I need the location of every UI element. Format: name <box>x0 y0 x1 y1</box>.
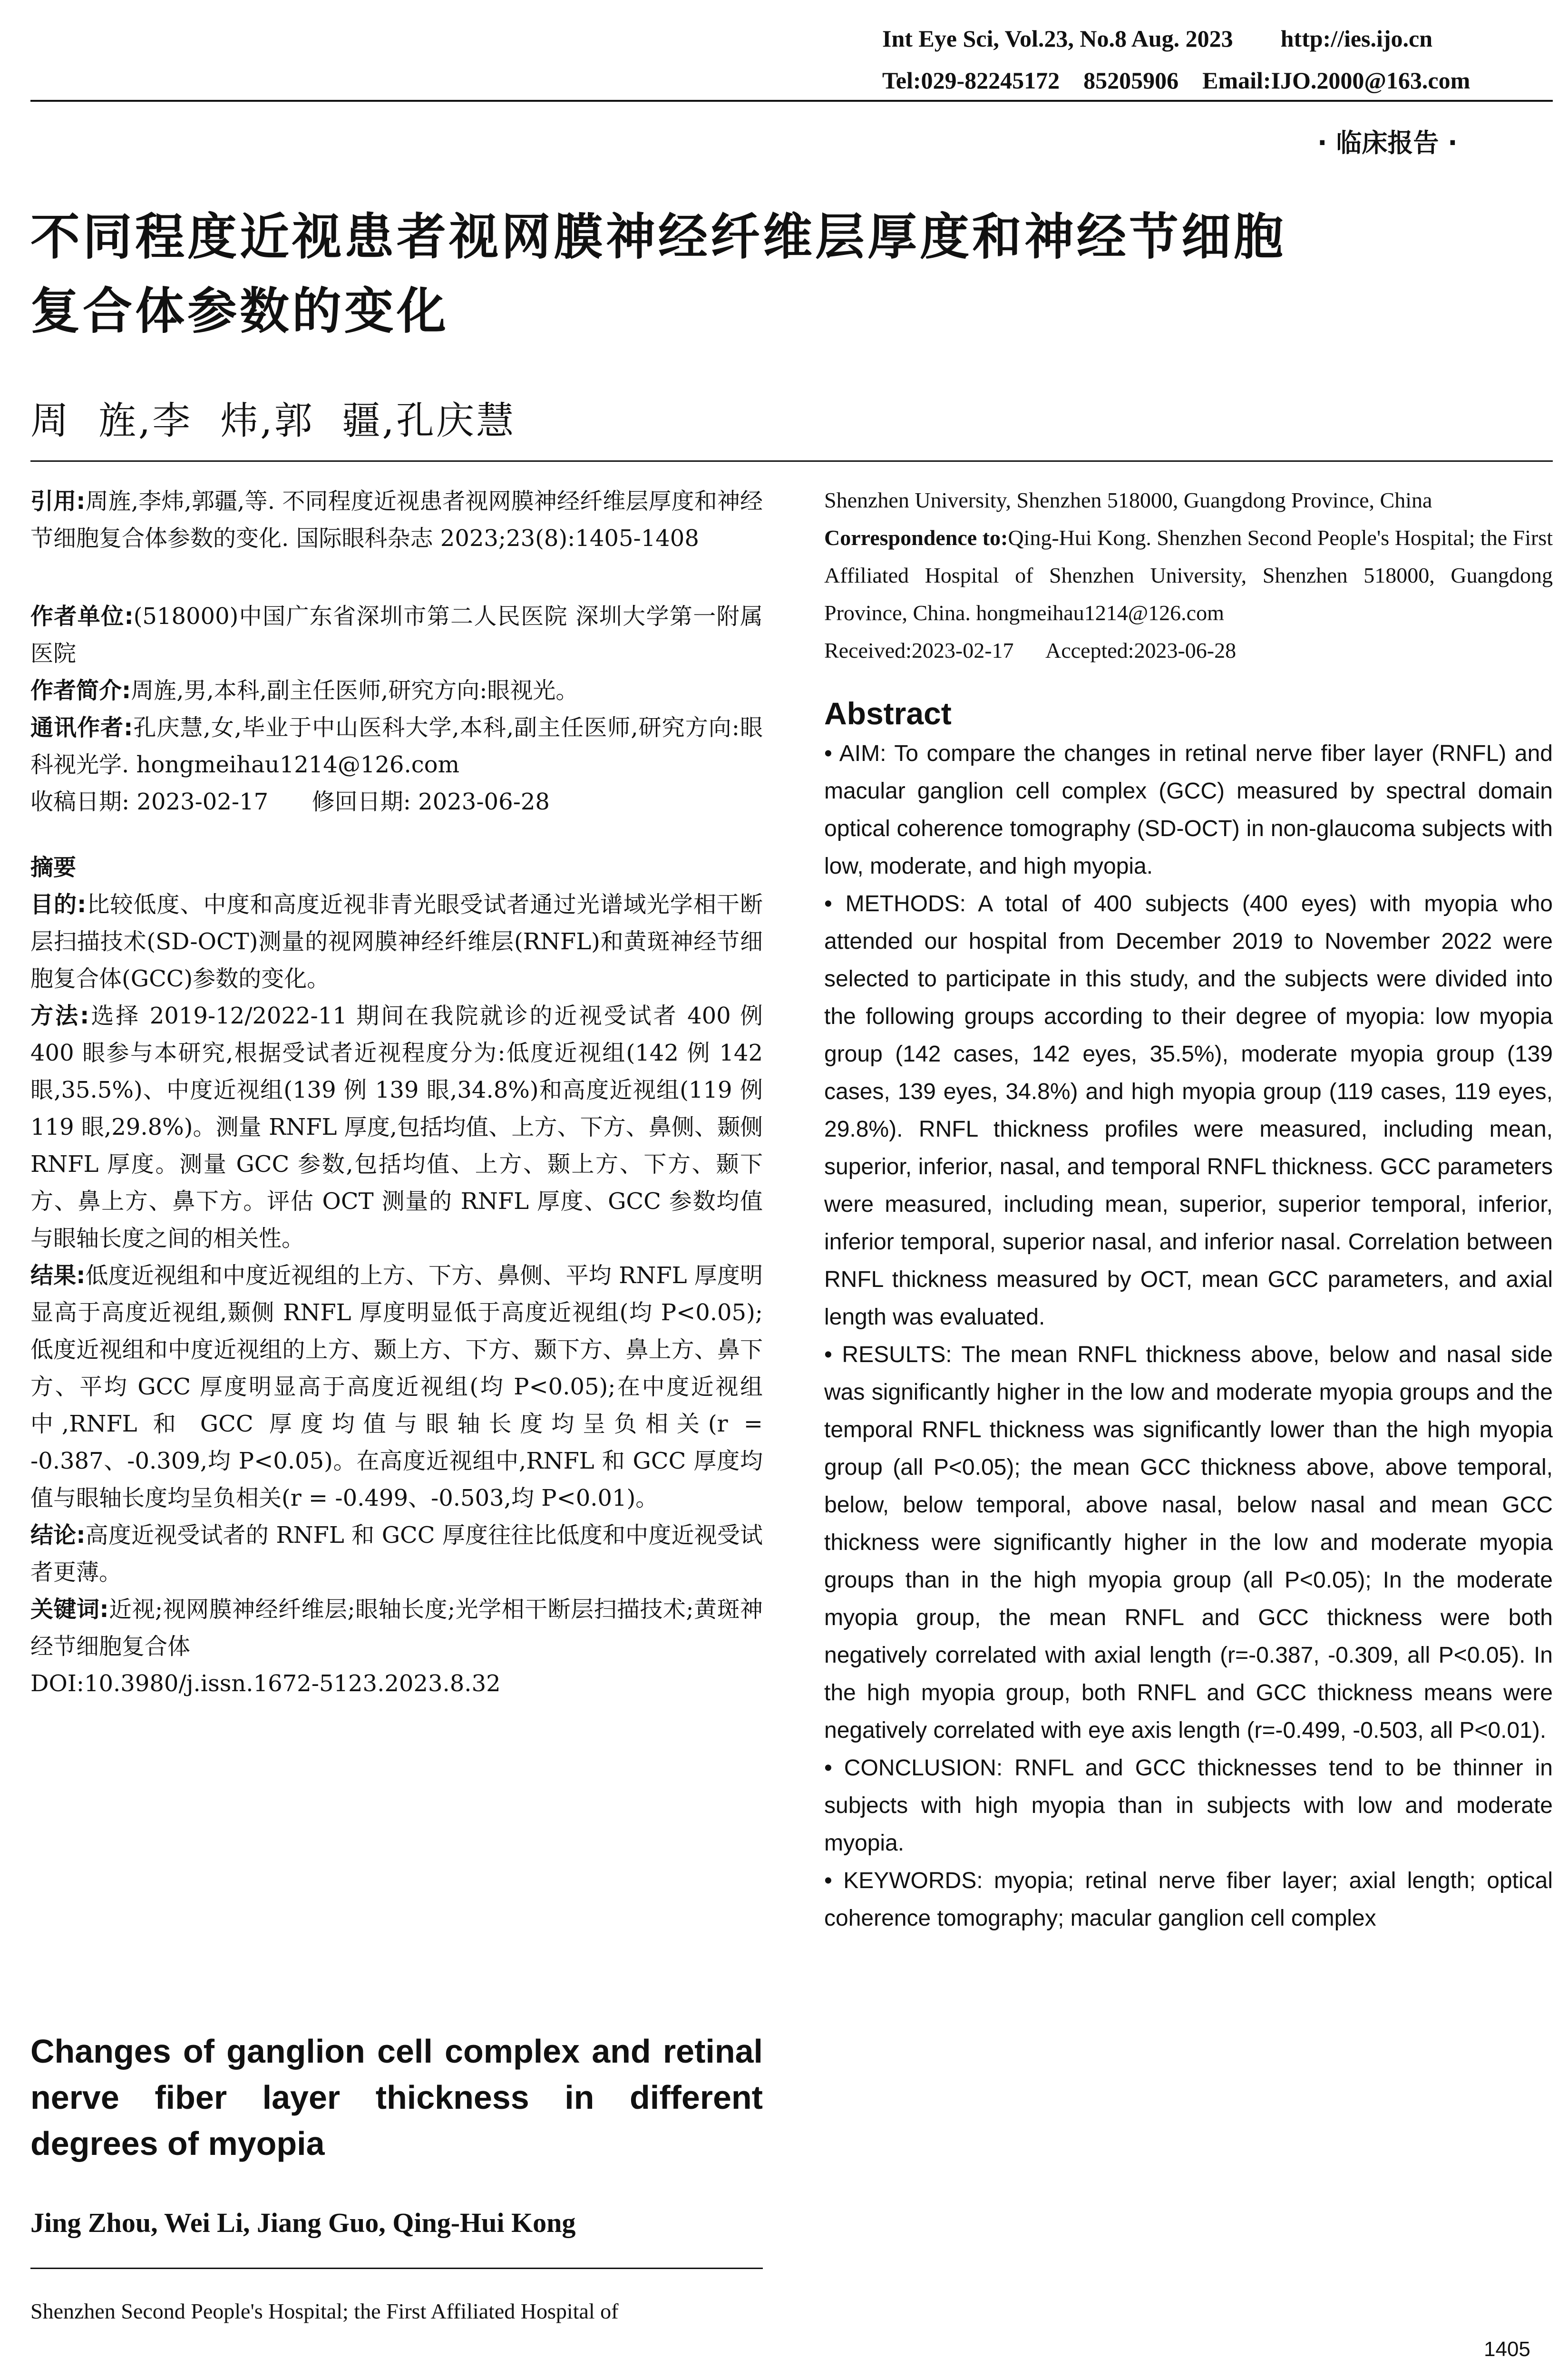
title-line-1: 不同程度近视患者视网膜神经纤维层厚度和神经节细胞 <box>30 208 1286 266</box>
right-column <box>824 481 1553 1937</box>
journal-header-line1: Int Eye Sci, Vol.23, No.8 Aug. 2023 http://ies.ijo.cn <box>882 25 1433 52</box>
english-title: Changes of ganglion cell complex and retinal nerve fiber layer thickness in different degrees of myopia <box>30 2033 763 2162</box>
header-rule <box>30 100 1553 102</box>
page-number: 1405 <box>1484 2338 1530 2361</box>
aim-zh: 目的:比较低度、中度和高度近视非青光眼受试者通过光谱域光学相干断层扫描技术(SD-OCT)测量的视网膜神经纤维层(RNFL)和黄斑神经节细胞复合体(GCC)参数的变化。 <box>30 891 763 992</box>
author-intro: 作者简介:周旌,男,本科,副主任医师,研究方向:眼视光。 <box>30 677 579 704</box>
english-authors: Jing Zhou, Wei Li, Jiang Guo, Qing-Hui Kong <box>30 2207 576 2238</box>
title-line-2: 复合体参数的变化 <box>30 282 449 340</box>
affiliation-start: Shenzhen Second People's Hospital; the First Affiliated Hospital of <box>30 2299 619 2323</box>
citation: 引用:周旌,李炜,郭疆,等. 不同程度近视患者视网膜神经纤维层厚度和神经节细胞复合体参数的变化. 国际眼科杂志 2023;23(8):1405-1408 <box>30 488 763 552</box>
results-en: • RESULTS: The mean RNFL thickness above, below and nasal side was significantly higher in the low and moderate myopia groups and the temporal RNFL thickness was significantly lower than the high myopia group (all P<0.05); the mean GCC thickness above, above temporal, below, below temporal, above nasal, below nasal and mean GCC thickness were significantly higher in the low and moderate myopia groups than in the high myopia group (all P<0.05); In the moderate myopia group, the mean RNFL and GCC thickness were both negatively correlated with axial length (r=-0.387, -0.309, all P<0.05). In the high myopia group, both RNFL and GCC thickness means were negatively correlated with eye axis length (r=-0.499, -0.503, all P<0.01). <box>824 1342 1553 1743</box>
aim-en: • AIM: To compare the changes in retinal nerve fiber layer (RNFL) and macular ganglion cell complex (GCC) measured by spectral domain optical coherence tomography (SD-OCT) in non-glaucoma subjects with low, moderate, and high myopia. <box>824 741 1553 879</box>
author-unit: 作者单位:(518000)中国广东省深圳市第二人民医院 深圳大学第一附属医院 <box>30 603 763 667</box>
section-label: · 临床报告 · <box>1317 128 1458 158</box>
page-title-zh <box>30 200 1552 348</box>
dates-en: Received:2023-02-17 Accepted:2023-06-28 <box>824 638 1237 662</box>
corresponding-author: 通讯作者:孔庆慧,女,毕业于中山医科大学,本科,副主任医师,研究方向:眼科视光学. hongmeihau1214@126.com <box>30 714 763 778</box>
doi: DOI:10.3980/j.issn.1672-5123.2023.8.32 <box>30 1670 501 1697</box>
abstract-heading-zh: 摘要 <box>30 854 77 881</box>
left-column <box>30 483 763 1702</box>
authors-zh: 周 旌,李 炜,郭 疆,孔庆慧 <box>30 399 516 443</box>
correspondence: Correspondence to:Qing-Hui Kong. Shenzhen Second People's Hospital; the First Affiliated Hospital of Shenzhen University, Shenzhen 518000, Guangdong Province, China. hongmeihau1214@126.com <box>824 526 1553 625</box>
conclusion-en: • CONCLUSION: RNFL and GCC thicknesses tend to be thinner in subjects with high myopia than in subjects with low and moderate myopia. <box>824 1755 1553 1856</box>
dates-zh: 收稿日期: 2023-02-17 修回日期: 2023-06-28 <box>30 789 550 815</box>
keywords-en: • KEYWORDS: myopia; retinal nerve fiber layer; axial length; optical coherence tomography; macular ganglion cell complex <box>824 1868 1553 1931</box>
abstract-body-en <box>824 735 1553 1937</box>
affiliation-cont: Shenzhen University, Shenzhen 518000, Guangdong Province, China <box>824 488 1432 512</box>
journal-header-line2: Tel:029-82245172 85205906 Email:IJO.2000@163.com <box>882 67 1471 94</box>
conclusion-zh: 结论:高度近视受试者的 RNFL 和 GCC 厚度往往比低度和中度近视受试者更薄。 <box>30 1522 763 1586</box>
results-zh: 结果:低度近视组和中度近视组的上方、下方、鼻侧、平均 RNFL 厚度明显高于高度近视组,颞侧 RNFL 厚度明显低于高度近视组(均 P<0.05);低度近视组和中度近视组的上方、颞上方、下方、颞下方、鼻上方、鼻下方、平均 GCC 厚度明显高于高度近视组(均 P<0.05);在中度近视组中,RNFL 和 GCC 厚度均值与眼轴长度均呈负相关(r = -0.387、-0.309,均 P<0.05)。在高度近视组中,RNFL 和 GCC 厚度均值与眼轴长度均呈负相关(r = -0.499、-0.503,均 P<0.01)。 <box>30 1262 763 1511</box>
methods-zh: 方法:选择 2019-12/2022-11 期间在我院就诊的近视受试者 400 例 400 眼参与本研究,根据受试者近视程度分为:低度近视组(142 例 142 眼,35.5%)、中度近视组(139 例 139 眼,34.8%)和高度近视组(119 例 119 眼,29.8%)。测量 RNFL 厚度,包括均值、上方、下方、鼻侧、颞侧 RNFL 厚度。测量 GCC 参数,包括均值、上方、颞上方、下方、颞下方、鼻上方、鼻下方。评估 OCT 测量的 RNFL 厚度、GCC 参数均值与眼轴长度之间的相关性。 <box>30 1003 763 1252</box>
abstract-heading-en: Abstract <box>824 696 952 731</box>
title-rule <box>30 460 1553 462</box>
keywords-zh: 关键词:近视;视网膜神经纤维层;眼轴长度;光学相干断层扫描技术;黄斑神经节细胞复合体 <box>30 1596 763 1660</box>
methods-en: • METHODS: A total of 400 subjects (400 eyes) with myopia who attended our hospital from December 2019 to November 2022 were selected to participate in this study, and the subjects were divided into the following groups according to their degree of myopia: low myopia group (142 cases, 142 eyes, 35.5%), moderate myopia group (139 cases, 139 eyes, 34.8%) and high myopia group (119 cases, 119 eyes, 29.8%). RNFL thickness profiles were measured, including mean, superior, inferior, nasal, and temporal RNFL thickness. GCC parameters were measured, including mean, superior, superior temporal, inferior, inferior temporal, superior nasal, and inferior nasal. Correlation between RNFL thickness measured by OCT, mean GCC parameters, and axial length was evaluated. <box>824 891 1553 1330</box>
author-rule <box>30 2268 763 2269</box>
